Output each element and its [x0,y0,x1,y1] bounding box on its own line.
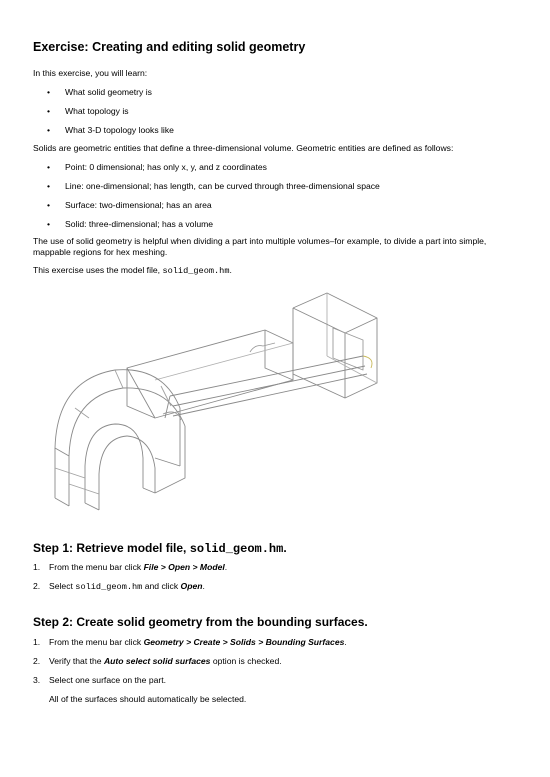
step1-item: 1. From the menu bar click File > Open > Model. [33,562,228,572]
menu-path: Geometry > Create > Solids > Bounding Surfaces [143,637,345,647]
intro-text: In this exercise, you will learn: [33,68,148,78]
solids-definition: Solids are geometric entities that define a three-dimensional volume. Geometric entities are defined as follows: [33,143,454,153]
model-file-line: This exercise uses the model file, solid_geom.hm. [33,265,232,276]
step1-item: 2. Select solid_geom.hm and click Open. [33,581,205,592]
step1-heading: Step 1: Retrieve model file, solid_geom.hm. [33,541,287,556]
open-command: Open [180,581,203,591]
menu-path: File > Open > Model [143,562,225,572]
solid-geometry-figure [45,288,395,523]
bullet-icon: • [47,162,51,172]
right-block [293,293,377,398]
use-paragraph: The use of solid geometry is helpful when dividing a part into multiple volumes–for example, to divide a part into simple, mappable regions for hex meshing. [33,236,487,257]
bullet-icon: • [47,87,51,97]
option-name: Auto select solid surfaces [103,656,211,666]
model-file-name: solid_geom.hm [162,266,230,276]
learn-item: • What solid geometry is [47,87,152,97]
step2-item: 3. Select one surface on the part. [33,675,167,685]
entity-item: • Line: one-dimensional; has length, can be curved through three-dimensional space [47,181,380,191]
bullet-icon: • [47,125,51,135]
bullet-icon: • [47,106,51,116]
learn-item: • What 3-D topology looks like [47,125,174,135]
bullet-icon: • [47,181,51,191]
step2-heading: Step 2: Create solid geometry from the bounding surfaces. [33,615,368,629]
entity-item: • Solid: three-dimensional; has a volume [47,219,214,229]
entity-item: • Surface: two-dimensional; has an area [47,200,212,210]
bullet-icon: • [47,200,51,210]
step2-item: 2. Verify that the Auto select solid surfaces option is checked. [33,656,282,666]
entity-item: • Point: 0 dimensional; has only x, y, and z coordinates [47,162,267,172]
main-block [127,330,293,418]
learn-item: • What topology is [47,106,129,116]
step2-item: 1. From the menu bar click Geometry > Create > Solids > Bounding Surfaces. [33,637,347,647]
step2-note: All of the surfaces should automatically be selected. [49,694,247,704]
exercise-title: Exercise: Creating and editing solid geometry [33,40,306,54]
bullet-icon: • [47,219,51,229]
